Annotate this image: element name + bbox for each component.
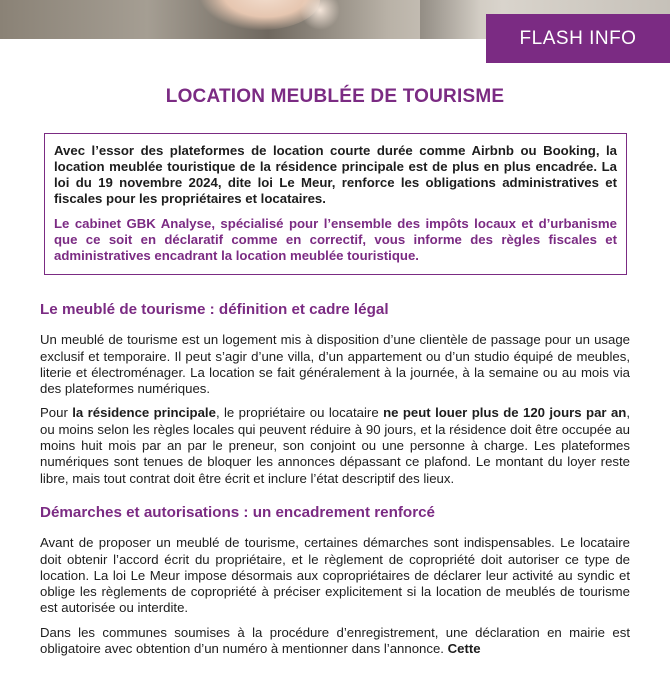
intro-text: Avec l’essor des plateformes de location courte durée comme Airbnb ou Booking, la location meublée touristique de la résidence principale est de plus en plus encadrée. La loi du 19 novembre 2024, dite loi Le Meur, renforce les obligations administratives et fiscales pour les propriétaires et locataires. — [54, 143, 617, 206]
photo-shadow — [420, 0, 480, 39]
text-span: , le propriétaire ou locataire — [215, 405, 384, 421]
paragraph-enregistrement — [40, 625, 630, 658]
text-span: Dans les communes soumises à la procédure d’enregistrement, une déclaration en mairie est obligatoire avec obtention d’un numéro à mentionner dans l’annonce. — [40, 624, 630, 657]
page-title: LOCATION MEUBLÉE DE TOURISME — [165, 86, 505, 107]
paragraph-residence-principale — [40, 405, 630, 486]
bold-120-jours: ne peut louer plus de 120 jours par an — [383, 405, 627, 421]
intro-box — [44, 133, 627, 275]
text-span: , ou moins selon les règles locales qui peuvent réduire à 90 jours, et la résidence doit être occupée au moins huit mois par an par le preneur, son conjoint ou une personne à charge. Les plateformes numériques sont tenues de bloquer les annonces dépassant ce plafond. Le montant du loyer reste libre, mais tout contrat doit être écrit et inclure l’état descriptif des lieux. — [40, 405, 631, 486]
photo-hand-highlight — [300, 0, 340, 30]
paragraph-demarches: Avant de proposer un meublé de tourisme, certaines démarches sont indispensables. Le locataire doit obtenir l’accord écrit du propriétaire, et le règlement de copropriété doit autoriser ce type de location. La loi Le Meur impose désormais aux copropriétaires de déclarer leur activité au syndic et oblige les règlements de copropriété à préciser explicitement si la location de meublés de tourisme est autorisée ou interdite. — [40, 535, 630, 616]
article-body — [40, 302, 630, 665]
section-heading-demarches: Démarches et autorisations : un encadrement renforcé — [40, 503, 435, 521]
text-span: Pour — [40, 405, 73, 421]
bold-cette: Cette — [447, 641, 481, 657]
cabinet-text: Le cabinet GBK Analyse, spécialisé pour l’ensemble des impôts locaux et d’urbanisme que ce soit en déclaratif comme en correctif, vous informe des règles fiscales et administratives encadrant la location meublée touristique. — [54, 216, 617, 263]
flash-info-badge: FLASH INFO — [486, 14, 670, 63]
section-heading-definition: Le meublé de tourisme : définition et cadre légal — [40, 301, 389, 318]
bold-residence-principale: la résidence principale — [72, 405, 216, 421]
paragraph-definition: Un meublé de tourisme est un logement mis à disposition d’une clientèle de passage pour un usage exclusif et temporaire. Il peut s’agir d’une villa, d’un appartement ou d’un studio équipé de meubles, literie et électroménager. La location se fait généralement à la journée, à la semaine ou au mois via des plateformes numériques. — [40, 332, 630, 397]
